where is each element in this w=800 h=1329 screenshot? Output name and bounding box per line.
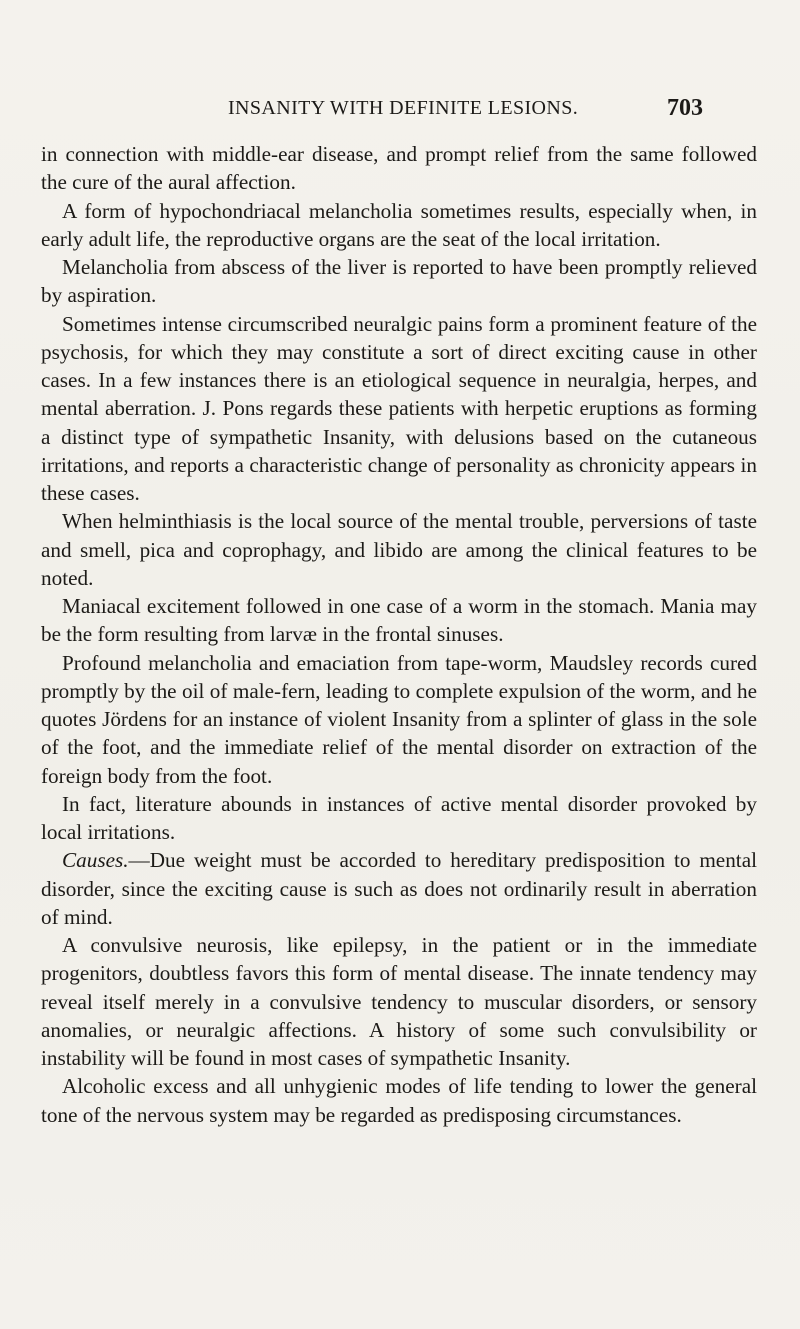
paragraph-local-irritations: In fact, literature abounds in instances of active mental disorder provoked by local irritations. [41,791,757,844]
paragraph-convulsive-neurosis: A convulsive neurosis, like epilepsy, in the patient or in the immediate progenitors, doubtless favors this form of mental disease. The innate tendency may reveal itself merely in a convulsive tendency to muscular disorders, or sensory anomalies, or neuralgic affections. A history of some such convulsibility or instability will be found in most cases of sympathetic Insanity. [41,933,757,1070]
paragraph-alcoholic-excess: Alcoholic excess and all unhygienic modes of life tending to lower the general tone of the nervous system may be regarded as predisposing circumstances. [41,1074,757,1127]
paragraph-neuralgic-pains: Sometimes intense circumscribed neuralgic pains form a prominent feature of the psychosis, for which they may constitute a sort of direct exciting cause in other cases. In a few instances there is an etiological sequence in neuralgia, herpes, and mental aberration. J. Pons regards these patients with herpetic eruptions as forming a distinct type of sympathetic Insanity, with delusions based on the cutaneous irritations, and reports a characteristic change of personality as chronicity appears in these cases. [41,311,757,505]
paragraph-maniacal-excitement: Maniacal excitement followed in one case of a worm in the stomach. Mania may be the form resulting from larvæ in the frontal sinuses. [41,594,757,647]
running-head [228,95,703,129]
paragraph-tape-worm: Profound melancholia and emaciation from tape-worm, Maudsley records cured promptly by the oil of male-fern, leading to complete expulsion of the worm, and he quotes Jördens for an instance of violent Insanity from a splinter of glass in the sole of the foot, and the immediate relief of the mental disorder on extraction of the foreign body from the foot. [41,650,757,788]
body-text [41,140,757,1129]
running-title: INSANITY WITH DEFINITE LESIONS. [228,97,579,119]
paragraph-continuation: in connection with middle-ear disease, and prompt relief from the same followed the cure of the aural affection. [41,142,757,195]
causes-text: —Due weight must be accorded to hereditary predisposition to mental disorder, since the exciting cause is such as does not ordinarily result in aberration of mind. [41,848,757,929]
paragraph-causes [41,846,757,931]
page-number: 703 [667,95,703,121]
causes-heading: Causes. [62,848,129,873]
paragraph-liver-abscess: Melancholia from abscess of the liver is reported to have been promptly relieved by aspiration. [41,255,757,308]
paragraph-hypochondriacal-melancholia: A form of hypochondriacal melancholia sometimes results, especially when, in early adult life, the reproductive organs are the seat of the local irritation. [41,198,757,251]
paragraph-helminthiasis: When helminthiasis is the local source of the mental trouble, perversions of taste and smell, pica and coprophagy, and libido are among the clinical features to be noted. [41,509,757,590]
